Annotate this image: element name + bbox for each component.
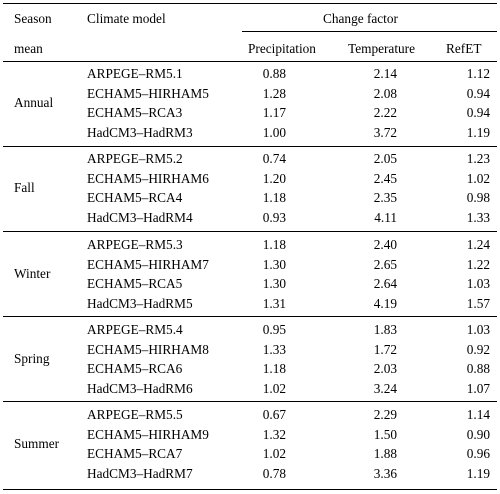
model-cell: HadCM3–HadRM7 [87, 465, 193, 481]
temperature-header: Temperature [348, 41, 415, 56]
precipitation-cell: 1.18 [262, 237, 286, 252]
model-cell: ECHAM5–HIRHAM5 [87, 85, 209, 101]
season-label: Fall [14, 180, 35, 195]
model-cell: ARPEGE–RM5.5 [87, 407, 183, 422]
model-cell: ECHAM5–RCA5 [87, 276, 183, 291]
precipitation-cell: 0.74 [262, 151, 286, 166]
model-cell: HadCM3–HadRM3 [87, 124, 193, 140]
refet-cell: 0.94 [466, 105, 490, 120]
refet-cell: 1.33 [466, 209, 490, 225]
temperature-cell: 3.24 [373, 380, 397, 396]
season-label: Summer [14, 436, 60, 451]
precipitation-cell: 1.00 [262, 124, 286, 140]
model-cell: ECHAM5–HIRHAM6 [87, 170, 209, 186]
temperature-cell: 2.14 [373, 66, 397, 81]
refet-cell: 0.94 [466, 85, 490, 101]
temperature-cell: 4.19 [373, 295, 397, 311]
precipitation-cell: 1.02 [262, 446, 286, 461]
temperature-cell: 1.88 [373, 446, 397, 461]
refet-cell: 1.57 [466, 295, 490, 311]
precipitation-header: Precipitation [248, 41, 316, 56]
temperature-cell: 2.08 [373, 85, 397, 101]
group-separator [3, 231, 497, 232]
model-cell: ARPEGE–RM5.4 [87, 322, 183, 337]
change-factor-underline [242, 31, 497, 32]
temperature-cell: 3.36 [373, 465, 397, 481]
precipitation-cell: 1.20 [262, 170, 286, 186]
temperature-cell: 2.29 [373, 407, 397, 422]
refet-cell: 1.23 [466, 151, 490, 166]
top-rule [3, 3, 497, 4]
model-cell: HadCM3–HadRM6 [87, 380, 193, 396]
refet-header: RefET [446, 41, 482, 56]
precipitation-cell: 1.33 [262, 341, 286, 357]
temperature-cell: 2.05 [373, 151, 397, 166]
precipitation-cell: 1.28 [262, 85, 286, 101]
header-rule [3, 61, 497, 62]
temperature-cell: 1.72 [373, 341, 397, 357]
group-separator [3, 146, 497, 147]
precipitation-cell: 1.30 [262, 256, 286, 272]
group-separator [3, 401, 497, 402]
temperature-cell: 2.40 [373, 237, 397, 252]
model-cell: ECHAM5–RCA6 [87, 361, 183, 376]
climate-model-header: Climate model [87, 11, 166, 26]
precipitation-cell: 0.88 [262, 66, 286, 81]
temperature-cell: 2.35 [373, 190, 397, 205]
model-cell: ECHAM5–RCA4 [87, 190, 183, 205]
model-cell: ARPEGE–RM5.2 [87, 151, 183, 166]
refet-cell: 1.19 [466, 465, 490, 481]
refet-cell: 1.03 [466, 276, 490, 291]
season-header-line2: mean [14, 41, 43, 56]
model-cell: ECHAM5–RCA3 [87, 105, 183, 120]
group-separator [3, 316, 497, 317]
precipitation-cell: 0.95 [262, 322, 286, 337]
model-cell: HadCM3–HadRM5 [87, 295, 193, 311]
refet-cell: 0.98 [466, 190, 490, 205]
precipitation-cell: 1.18 [262, 361, 286, 376]
precipitation-cell: 1.30 [262, 276, 286, 291]
season-label: Winter [14, 266, 51, 281]
precipitation-cell: 1.17 [262, 105, 286, 120]
temperature-cell: 2.64 [373, 276, 397, 291]
precipitation-cell: 0.93 [262, 209, 286, 225]
refet-cell: 0.92 [466, 341, 490, 357]
model-cell: ECHAM5–HIRHAM7 [87, 256, 209, 272]
model-cell: ECHAM5–RCA7 [87, 446, 183, 461]
model-cell: HadCM3–HadRM4 [87, 209, 193, 225]
refet-cell: 1.19 [466, 124, 490, 140]
precipitation-cell: 1.31 [262, 295, 286, 311]
temperature-cell: 2.22 [373, 105, 397, 120]
refet-cell: 0.96 [466, 446, 490, 461]
season-header-line1: Season [14, 11, 52, 26]
refet-cell: 1.02 [466, 170, 490, 186]
bottom-rule [3, 489, 497, 490]
season-label: Annual [14, 95, 54, 110]
model-cell: ARPEGE–RM5.3 [87, 237, 183, 252]
model-cell: ARPEGE–RM5.1 [87, 66, 183, 81]
season-label: Spring [14, 351, 50, 366]
temperature-cell: 2.03 [373, 361, 397, 376]
temperature-cell: 3.72 [373, 124, 397, 140]
refet-cell: 0.88 [466, 361, 490, 376]
precipitation-cell: 0.67 [262, 407, 286, 422]
refet-cell: 1.22 [466, 256, 490, 272]
temperature-cell: 1.50 [373, 426, 397, 442]
precipitation-cell: 0.78 [262, 465, 286, 481]
refet-cell: 1.24 [466, 237, 490, 252]
temperature-cell: 2.45 [373, 170, 397, 186]
refet-cell: 1.14 [466, 407, 490, 422]
temperature-cell: 4.11 [374, 209, 397, 225]
precipitation-cell: 1.18 [262, 190, 286, 205]
change-factor-header: Change factor [323, 11, 398, 26]
refet-cell: 1.12 [466, 66, 490, 81]
temperature-cell: 2.65 [373, 256, 397, 272]
precipitation-cell: 1.02 [262, 380, 286, 396]
temperature-cell: 1.83 [373, 322, 397, 337]
model-cell: ECHAM5–HIRHAM9 [87, 426, 209, 442]
refet-cell: 0.90 [466, 426, 490, 442]
refet-cell: 1.03 [466, 322, 490, 337]
model-cell: ECHAM5–HIRHAM8 [87, 341, 209, 357]
refet-cell: 1.07 [466, 380, 490, 396]
precipitation-cell: 1.32 [262, 426, 286, 442]
